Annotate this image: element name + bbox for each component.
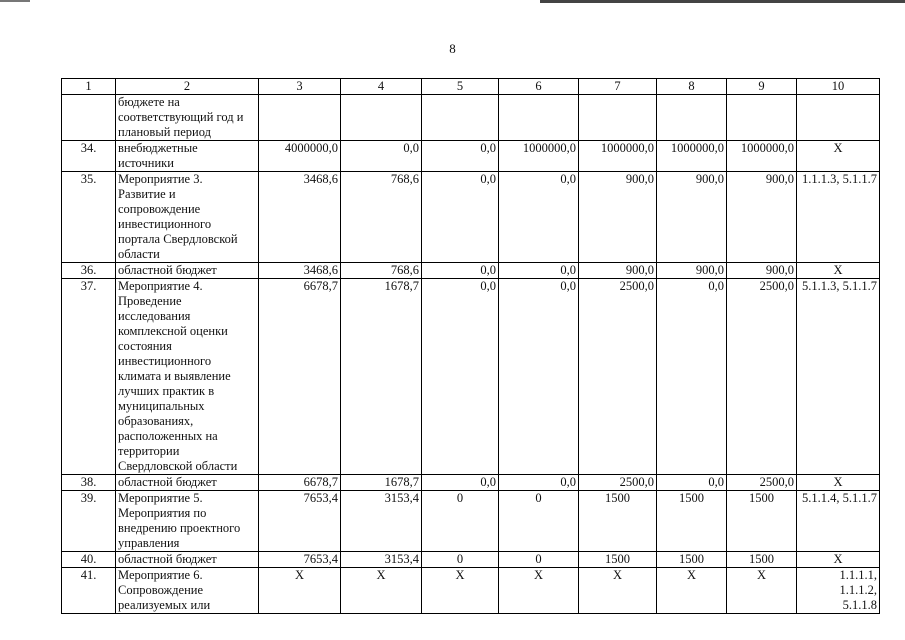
row-name: областной бюджет xyxy=(116,475,259,491)
row-name: бюджете на соответствующий год и плановый период xyxy=(116,95,259,141)
cell-col4: 3153,4 xyxy=(341,552,422,568)
cell-col7: 1500 xyxy=(579,552,657,568)
cell-col7 xyxy=(579,95,657,141)
row-name: областной бюджет xyxy=(116,552,259,568)
cell-col7: 900,0 xyxy=(579,172,657,263)
cell-col10: Х xyxy=(797,263,880,279)
cell-col3 xyxy=(259,95,341,141)
cell-col3: 7653,4 xyxy=(259,552,341,568)
cell-col9 xyxy=(727,95,797,141)
cell-col4 xyxy=(341,95,422,141)
cell-col6: 0,0 xyxy=(499,263,579,279)
header-cell: 6 xyxy=(499,79,579,95)
cell-col5: 0 xyxy=(422,491,499,552)
table-header-row xyxy=(62,79,880,95)
header-cell: 1 xyxy=(62,79,116,95)
row-name: Мероприятие 4. Проведение исследования комплексной оценки состояния инвестиционного климата и выявление лучших практик в муниципальных образованиях, расположенных на территории Свердловской области xyxy=(116,279,259,475)
cell-col9: 2500,0 xyxy=(727,475,797,491)
cell-col8: 1500 xyxy=(657,491,727,552)
cell-col4: 768,6 xyxy=(341,172,422,263)
cell-col9: 1500 xyxy=(727,552,797,568)
cell-col3: 3468,6 xyxy=(259,263,341,279)
header-cell: 9 xyxy=(727,79,797,95)
header-cell: 5 xyxy=(422,79,499,95)
cell-col8: Х xyxy=(657,568,727,614)
cell-col5: 0,0 xyxy=(422,141,499,172)
cell-col6: 1000000,0 xyxy=(499,141,579,172)
table-row xyxy=(62,491,880,552)
cell-col6: 0,0 xyxy=(499,475,579,491)
row-number: 38. xyxy=(62,475,116,491)
cell-col8: 900,0 xyxy=(657,263,727,279)
row-name: Мероприятие 5. Мероприятия по внедрению проектного управления xyxy=(116,491,259,552)
cell-col7: 2500,0 xyxy=(579,475,657,491)
scan-edge-left xyxy=(0,0,30,2)
cell-col4: 0,0 xyxy=(341,141,422,172)
cell-col10: 1.1.1.1, 1.1.1.2, 5.1.1.8 xyxy=(797,568,880,614)
cell-col5 xyxy=(422,95,499,141)
cell-col5: 0 xyxy=(422,552,499,568)
cell-col5: 0,0 xyxy=(422,263,499,279)
row-number: 34. xyxy=(62,141,116,172)
cell-col8 xyxy=(657,95,727,141)
row-name: Мероприятие 3. Развитие и сопровождение инвестиционного портала Свердловской области xyxy=(116,172,259,263)
cell-col3: 4000000,0 xyxy=(259,141,341,172)
cell-col3: 3468,6 xyxy=(259,172,341,263)
table-row xyxy=(62,552,880,568)
cell-col10 xyxy=(797,95,880,141)
cell-col3: 7653,4 xyxy=(259,491,341,552)
cell-col9: 900,0 xyxy=(727,172,797,263)
cell-col5: 0,0 xyxy=(422,172,499,263)
cell-col6: 0 xyxy=(499,552,579,568)
table-row xyxy=(62,95,880,141)
row-name: Мероприятие 6. Сопровождение реализуемых или xyxy=(116,568,259,614)
cell-col10: 5.1.1.4, 5.1.1.7 xyxy=(797,491,880,552)
cell-col8: 0,0 xyxy=(657,279,727,475)
header-cell: 3 xyxy=(259,79,341,95)
cell-col6 xyxy=(499,95,579,141)
cell-col5: 0,0 xyxy=(422,279,499,475)
cell-col6: Х xyxy=(499,568,579,614)
header-cell: 8 xyxy=(657,79,727,95)
cell-col10: 1.1.1.3, 5.1.1.7 xyxy=(797,172,880,263)
row-number: 39. xyxy=(62,491,116,552)
row-name: областной бюджет xyxy=(116,263,259,279)
table-row xyxy=(62,568,880,614)
row-name: внебюджетные источники xyxy=(116,141,259,172)
cell-col3: 6678,7 xyxy=(259,279,341,475)
cell-col5: 0,0 xyxy=(422,475,499,491)
header-cell: 2 xyxy=(116,79,259,95)
scan-edge-right xyxy=(540,0,905,3)
cell-col7: 1000000,0 xyxy=(579,141,657,172)
cell-col4: 3153,4 xyxy=(341,491,422,552)
page-number: 8 xyxy=(449,41,456,56)
cell-col9: Х xyxy=(727,568,797,614)
budget-table xyxy=(61,78,880,614)
table-row xyxy=(62,263,880,279)
table-row xyxy=(62,475,880,491)
cell-col3: 6678,7 xyxy=(259,475,341,491)
cell-col5: Х xyxy=(422,568,499,614)
cell-col7: 2500,0 xyxy=(579,279,657,475)
cell-col9: 1000000,0 xyxy=(727,141,797,172)
cell-col4: 1678,7 xyxy=(341,475,422,491)
cell-col3: Х xyxy=(259,568,341,614)
cell-col8: 1500 xyxy=(657,552,727,568)
table-row xyxy=(62,279,880,475)
cell-col9: 1500 xyxy=(727,491,797,552)
cell-col4: 1678,7 xyxy=(341,279,422,475)
row-number: 41. xyxy=(62,568,116,614)
row-number: 35. xyxy=(62,172,116,263)
table-row xyxy=(62,141,880,172)
cell-col10: Х xyxy=(797,552,880,568)
row-number: 37. xyxy=(62,279,116,475)
cell-col4: Х xyxy=(341,568,422,614)
row-number: 36. xyxy=(62,263,116,279)
header-cell: 4 xyxy=(341,79,422,95)
cell-col9: 2500,0 xyxy=(727,279,797,475)
cell-col8: 900,0 xyxy=(657,172,727,263)
cell-col8: 0,0 xyxy=(657,475,727,491)
cell-col8: 1000000,0 xyxy=(657,141,727,172)
cell-col10: Х xyxy=(797,475,880,491)
header-cell: 7 xyxy=(579,79,657,95)
cell-col6: 0,0 xyxy=(499,172,579,263)
cell-col6: 0 xyxy=(499,491,579,552)
cell-col4: 768,6 xyxy=(341,263,422,279)
cell-col9: 900,0 xyxy=(727,263,797,279)
cell-col7: 900,0 xyxy=(579,263,657,279)
cell-col10: 5.1.1.3, 5.1.1.7 xyxy=(797,279,880,475)
cell-col10: Х xyxy=(797,141,880,172)
cell-col6: 0,0 xyxy=(499,279,579,475)
header-cell: 10 xyxy=(797,79,880,95)
row-number: 40. xyxy=(62,552,116,568)
cell-col7: 1500 xyxy=(579,491,657,552)
row-number xyxy=(62,95,116,141)
cell-col7: Х xyxy=(579,568,657,614)
table-row xyxy=(62,172,880,263)
